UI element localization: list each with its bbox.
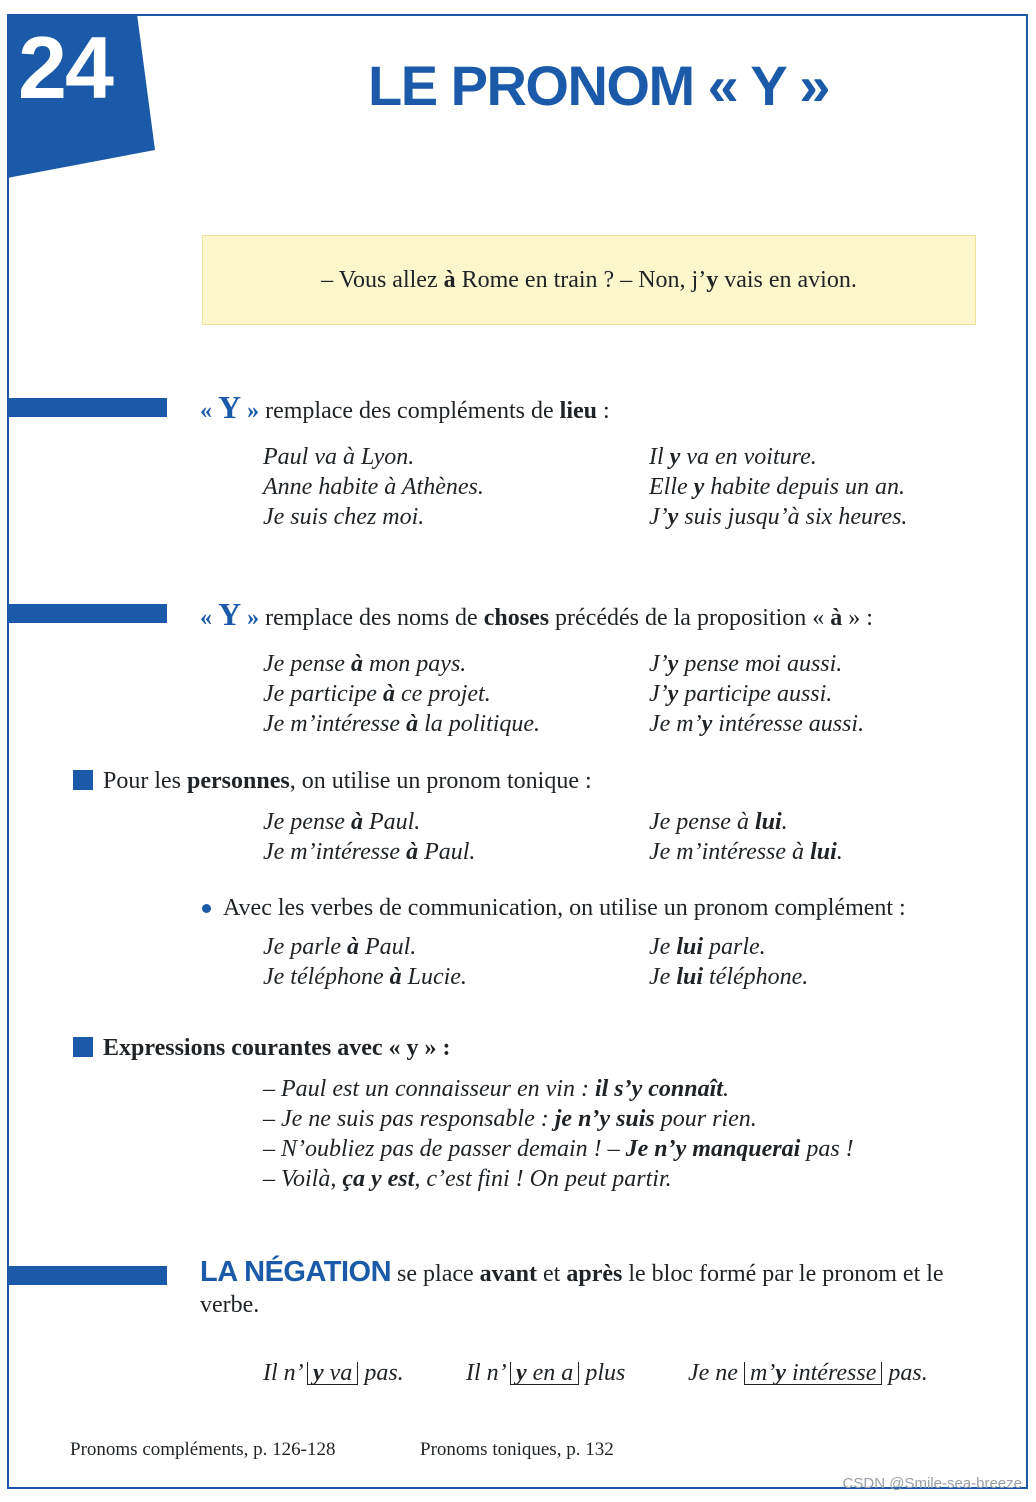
list-item: Je participe à ce projet.	[263, 681, 491, 707]
list-item: Je suis chez moi.	[263, 504, 425, 530]
bullet-communication: Avec les verbes de communication, on utilise un pronom complément :	[223, 895, 906, 921]
example-list-communication-right	[649, 932, 808, 992]
negation-example-1: Il n’ y va pas.	[263, 1360, 404, 1386]
list-item: Je téléphone à Lucie.	[263, 964, 467, 990]
negation-bracket: m’y intéresse	[744, 1362, 882, 1385]
list-item: Je pense à lui.	[649, 809, 788, 835]
example-list-lieu-left	[263, 442, 484, 532]
section-square-expressions	[73, 1037, 93, 1057]
list-item: – N’oubliez pas de passer demain ! – Je n’y manquerai pas !	[263, 1136, 854, 1162]
section-title-lieu: « Y » remplace des compléments de lieu :	[200, 389, 610, 425]
chapter-number: 24	[18, 18, 112, 117]
watermark: CSDN @Smile-sea-breeze	[842, 1475, 1022, 1492]
list-item: – Je ne suis pas responsable : je n’y suis pour rien.	[263, 1106, 757, 1132]
list-item: Je m’y intéresse aussi.	[649, 711, 865, 737]
list-item: Je m’intéresse à la politique.	[263, 711, 541, 737]
bullet-dot	[202, 904, 211, 913]
negation-bracket: y va	[307, 1362, 358, 1385]
page-title: LE PRONOM « Y »	[368, 54, 829, 117]
example-list-personnes-left	[263, 807, 475, 867]
negation-bracket: y en a	[510, 1362, 579, 1385]
expressions-list	[263, 1074, 854, 1194]
section-title-choses: « Y » remplace des noms de choses précédés de la proposition « à » :	[200, 596, 873, 632]
list-item: Anne habite à Athènes.	[263, 474, 484, 500]
example-list-choses-left	[263, 649, 540, 739]
section-bar-choses	[7, 604, 167, 623]
list-item: Je parle à Paul.	[263, 934, 417, 960]
negation-rule: LA NÉGATION se place avant et après le bloc formé par le pronom et le verbe.	[200, 1256, 944, 1318]
list-item: Elle y habite depuis un an.	[649, 474, 905, 500]
list-item: Je lui parle.	[649, 934, 766, 960]
list-item: – Paul est un connaisseur en vin : il s’y connaît.	[263, 1076, 729, 1102]
list-item: J’y suis jusqu’à six heures.	[649, 504, 908, 530]
section-square-personnes	[73, 770, 93, 790]
list-item: Je m’intéresse à lui.	[649, 839, 843, 865]
negation-example-2: Il n’ y en a plus	[466, 1360, 626, 1386]
list-item: J’y pense moi aussi.	[649, 651, 843, 677]
list-item: Je lui téléphone.	[649, 964, 809, 990]
intro-dialogue: – Vous allez à Rome en train ? – Non, j’y vais en avion.	[321, 266, 857, 293]
list-item: – Voilà, ça y est, c’est fini ! On peut partir.	[263, 1166, 672, 1192]
negation-example-3: Je ne m’y intéresse pas.	[688, 1360, 928, 1386]
section-bar-negation	[7, 1266, 167, 1285]
example-list-lieu-right	[649, 442, 907, 532]
example-list-communication-left	[263, 932, 467, 992]
intro-example-box	[202, 235, 976, 325]
list-item: Je pense à mon pays.	[263, 651, 467, 677]
list-item: J’y participe aussi.	[649, 681, 833, 707]
list-item: Je m’intéresse à Paul.	[263, 839, 476, 865]
footer-ref-complements: Pronoms compléments, p. 126-128	[70, 1439, 336, 1460]
footer-ref-toniques: Pronoms toniques, p. 132	[420, 1439, 614, 1460]
section-title-personnes: Pour les personnes, on utilise un pronom tonique :	[103, 768, 592, 794]
example-list-personnes-right	[649, 807, 843, 867]
example-list-choses-right	[649, 649, 864, 739]
section-bar-lieu	[7, 398, 167, 417]
list-item: Il y va en voiture.	[649, 444, 817, 470]
list-item: Je pense à Paul.	[263, 809, 421, 835]
list-item: Paul va à Lyon.	[263, 444, 415, 470]
section-title-expressions: Expressions courantes avec « y » :	[103, 1035, 451, 1061]
